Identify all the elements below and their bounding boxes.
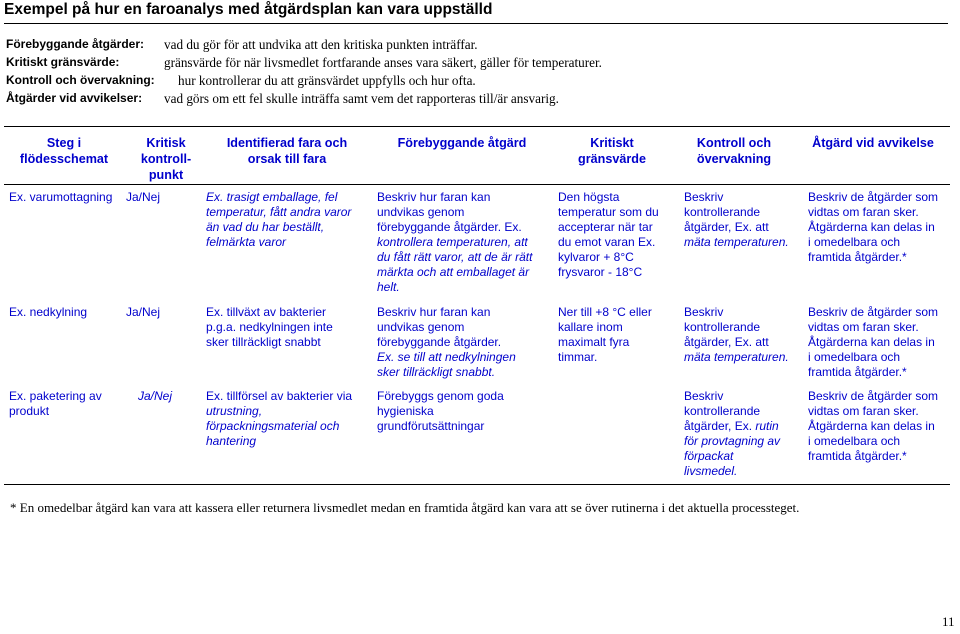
cell-line: utrustning, bbox=[206, 404, 263, 418]
cell-line: hantering bbox=[206, 434, 257, 448]
header-line: Kritiskt bbox=[590, 136, 634, 150]
header-line: orsak till fara bbox=[247, 152, 327, 166]
definition-term: Kontroll och övervakning: bbox=[6, 73, 155, 87]
header-line: Åtgärd vid avvikelse bbox=[812, 136, 934, 150]
cell-line: för provtagning av bbox=[684, 434, 781, 448]
header-line: Kontroll och bbox=[696, 136, 772, 150]
cell-line: kontrollerande bbox=[684, 320, 761, 334]
cell-monitor bbox=[684, 190, 789, 250]
header-line: kontroll- bbox=[140, 152, 192, 166]
header-ccp bbox=[126, 135, 206, 183]
header-bottom-rule bbox=[4, 184, 950, 185]
cell-action bbox=[808, 305, 938, 380]
cell-line: åtgärder, Ex. att bbox=[684, 335, 769, 349]
cell-line: än vad du har beställt, bbox=[206, 220, 325, 234]
cell-line: åtgärder, Ex. att bbox=[684, 220, 769, 234]
cell-line: kontrollerande bbox=[684, 404, 761, 418]
cell-line: kontrollera temperaturen, att bbox=[377, 235, 528, 249]
cell-line: frysvaror - 18°C bbox=[558, 265, 643, 279]
cell-line: mäta temperaturen. bbox=[684, 235, 789, 249]
cell-limit bbox=[558, 305, 652, 365]
cell-step bbox=[9, 389, 102, 419]
cell-line bbox=[684, 419, 780, 434]
cell-line: maximalt fyra bbox=[558, 335, 630, 349]
cell-line: kontrollerande bbox=[684, 205, 761, 219]
definition-text: vad du gör för att undvika att den kritiska punkten inträffar. bbox=[164, 37, 478, 52]
cell-line: Beskriv de åtgärder som bbox=[808, 190, 939, 204]
cell-hazard bbox=[206, 389, 352, 449]
cell-line: temperatur, fått andra varor bbox=[206, 205, 352, 219]
cell-ccp: Ja/Nej bbox=[126, 305, 161, 319]
cell-line: Ex. tillförsel av bakterier via bbox=[206, 389, 353, 403]
cell-line: du emot varan Ex. bbox=[558, 235, 656, 249]
cell-action bbox=[808, 389, 938, 464]
table-top-rule bbox=[4, 126, 950, 127]
cell-action bbox=[808, 190, 938, 265]
cell-line: sker tillräckligt snabbt. bbox=[377, 365, 496, 379]
cell-line: Ex. se till att nedkylningen bbox=[377, 350, 516, 364]
cell-line: helt. bbox=[377, 280, 400, 294]
header-line: Kritisk bbox=[146, 136, 186, 150]
cell-line: Den högsta bbox=[558, 190, 620, 204]
cell-line: grundförutsättningar bbox=[377, 419, 485, 433]
cell-line: Åtgärderna kan delas in bbox=[808, 220, 935, 234]
header-line: gränsvärde bbox=[578, 152, 646, 166]
header-line: punkt bbox=[148, 168, 184, 182]
cell-prevent bbox=[377, 305, 516, 380]
header-limit bbox=[552, 135, 672, 167]
cell-hazard bbox=[206, 190, 351, 250]
header-line: övervakning bbox=[696, 152, 772, 166]
cell-line: Förebyggs genom goda bbox=[377, 389, 504, 403]
cell-line: Beskriv bbox=[684, 305, 724, 319]
page-number: 11 bbox=[942, 614, 955, 629]
cell-line: märkta och att emballaget är bbox=[377, 265, 530, 279]
cell-line: i omedelbara och bbox=[808, 235, 901, 249]
cell-line: i omedelbara och bbox=[808, 350, 901, 364]
cell-line: mäta temperaturen. bbox=[684, 350, 789, 364]
header-line: Steg i bbox=[46, 136, 82, 150]
cell-line: Ex. trasigt emballage, fel bbox=[206, 190, 338, 204]
cell-line: hygieniska bbox=[377, 404, 434, 418]
definition-term: Kritiskt gränsvärde: bbox=[6, 55, 120, 69]
cell-line: felmärkta varor bbox=[206, 235, 287, 249]
cell-line: förebyggande åtgärder. bbox=[377, 335, 502, 349]
cell-line: Beskriv bbox=[684, 389, 724, 403]
cell-fragment: åtgärder, Ex. bbox=[684, 419, 753, 433]
footnote: * En omedelbar åtgärd kan vara att kassera eller returnera livsmedlet medan en framtida åtgärd kan vara att se över rutinerna i det aktuella processteget. bbox=[10, 500, 800, 515]
definition-text: hur kontrollerar du att gränsvärdet uppfylls och hur ofta. bbox=[178, 73, 476, 88]
header-hazard bbox=[206, 135, 368, 167]
cell-line: Ex. paketering av bbox=[9, 389, 102, 403]
table-bottom-rule bbox=[4, 484, 950, 485]
cell-line: i omedelbara och bbox=[808, 434, 901, 448]
cell-line: framtida åtgärder.* bbox=[808, 365, 907, 379]
cell-step: Ex. varumottagning bbox=[9, 190, 113, 204]
header-action bbox=[796, 135, 950, 151]
cell-line: sker tillräckligt snabbt bbox=[206, 335, 321, 349]
cell-prevent bbox=[377, 190, 532, 295]
cell-line: vidtas om faran sker. bbox=[808, 205, 919, 219]
cell-line: vidtas om faran sker. bbox=[808, 320, 919, 334]
cell-ccp: Ja/Nej bbox=[138, 389, 173, 403]
cell-line: kylvaror + 8°C bbox=[558, 250, 634, 264]
cell-line: p.g.a. nedkylningen inte bbox=[206, 320, 333, 334]
cell-hazard bbox=[206, 305, 333, 350]
cell-line: undvikas genom bbox=[377, 205, 465, 219]
cell-line: Beskriv bbox=[684, 190, 724, 204]
cell-line: timmar. bbox=[558, 350, 598, 364]
cell-step: Ex. nedkylning bbox=[9, 305, 88, 319]
definition-text: vad görs om ett fel skulle inträffa samt vem det rapporteras till/är ansvarig. bbox=[164, 91, 559, 106]
cell-line: temperatur som du bbox=[558, 205, 659, 219]
header-line: Förebyggande åtgärd bbox=[397, 136, 527, 150]
cell-line: Beskriv hur faran kan bbox=[377, 305, 491, 319]
cell-line: framtida åtgärder.* bbox=[808, 449, 907, 463]
cell-line: Beskriv hur faran kan bbox=[377, 190, 491, 204]
cell-line: produkt bbox=[9, 404, 50, 418]
header-line: Identifierad fara och bbox=[226, 136, 348, 150]
cell-line: framtida åtgärder.* bbox=[808, 250, 907, 264]
cell-monitor bbox=[684, 305, 789, 365]
definition-term: Förebyggande åtgärder: bbox=[6, 37, 145, 51]
cell-line: Beskriv de åtgärder som bbox=[808, 305, 939, 319]
cell-prevent bbox=[377, 389, 504, 434]
cell-line: Beskriv de åtgärder som bbox=[808, 389, 939, 403]
header-prevent bbox=[372, 135, 552, 151]
cell-line: Ex. tillväxt av bakterier bbox=[206, 305, 327, 319]
page-title: Exempel på hur en faroanalys med åtgärdsplan kan vara uppställd bbox=[4, 0, 948, 24]
header-step bbox=[8, 135, 120, 167]
cell-line: kallare inom bbox=[558, 320, 623, 334]
header-monitor bbox=[678, 135, 790, 167]
cell-line: Ner till +8 °C eller bbox=[558, 305, 652, 319]
cell-line: vidtas om faran sker. bbox=[808, 404, 919, 418]
definition-text: gränsvärde för när livsmedlet fortfarande anses vara säkert, gäller för temperaturer. bbox=[164, 55, 602, 70]
cell-line: Åtgärderna kan delas in bbox=[808, 419, 935, 433]
cell-fragment: rutin bbox=[755, 419, 779, 433]
cell-line: Åtgärderna kan delas in bbox=[808, 335, 935, 349]
cell-line: livsmedel. bbox=[684, 464, 738, 478]
header-line: flödesschemat bbox=[19, 152, 109, 166]
cell-monitor bbox=[684, 389, 780, 479]
cell-line: accepterar när tar bbox=[558, 220, 653, 234]
definition-term: Åtgärder vid avvikelser: bbox=[6, 91, 143, 105]
cell-limit bbox=[558, 190, 659, 280]
cell-line: förpackningsmaterial och bbox=[206, 419, 340, 433]
cell-line: du fått rätt varor, att de är rätt bbox=[377, 250, 533, 264]
cell-line: förebyggande åtgärder. Ex. bbox=[377, 220, 522, 234]
cell-line: undvikas genom bbox=[377, 320, 465, 334]
cell-line: förpackat bbox=[684, 449, 734, 463]
cell-ccp: Ja/Nej bbox=[126, 190, 161, 204]
